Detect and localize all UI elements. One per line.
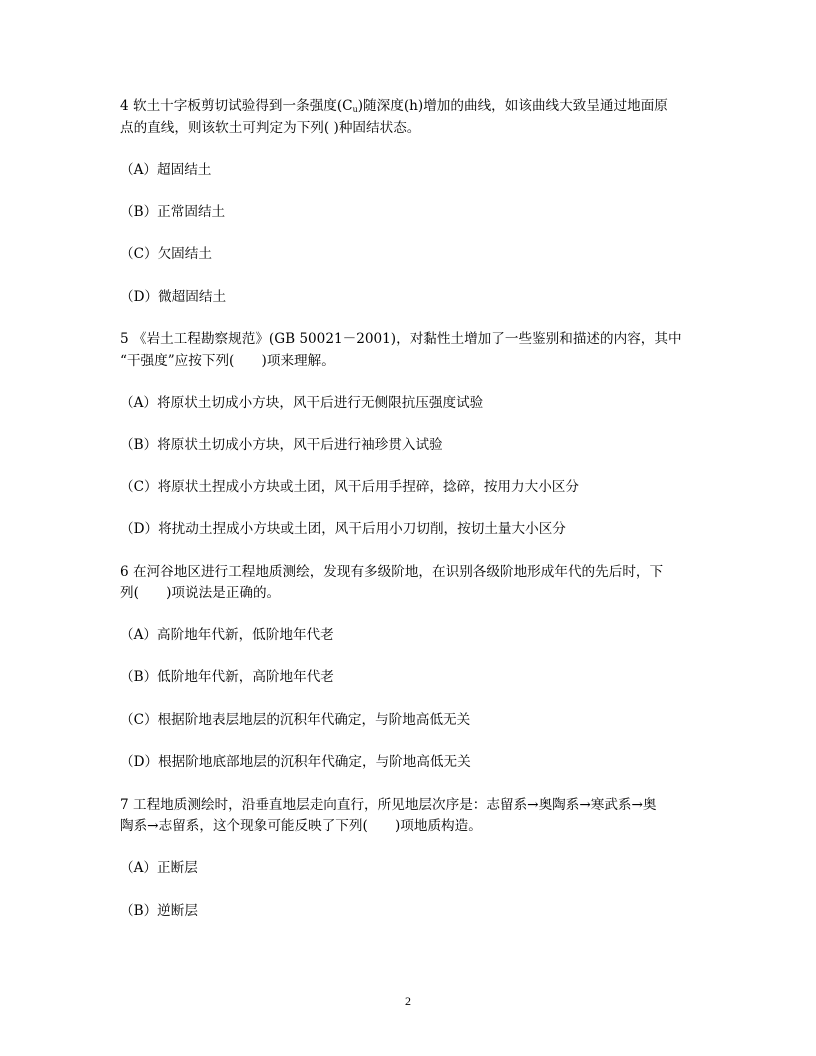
- question-4-option-b: （B）正常固结土: [120, 204, 226, 220]
- subscript-u: u: [352, 105, 358, 114]
- question-5-option-c: （C）将原状土捏成小方块或土团，风干后用手捏碎，捻碎，按用力大小区分: [120, 479, 579, 495]
- question-5-option-a: （A）将原状土切成小方块，风干后进行无侧限抗压强度试验: [120, 395, 484, 411]
- question-5-option-d: （D）将扰动土捏成小方块或土团，风干后用小刀切削，按切土量大小区分: [120, 521, 566, 537]
- question-6-option-a: （A）高阶地年代新，低阶地年代老: [120, 627, 334, 643]
- question-4-option-a: （A）超固结土: [120, 162, 212, 178]
- question-7-option-a: （A）正断层: [120, 860, 198, 876]
- question-6-option-c: （C）根据阶地表层地层的沉积年代确定，与阶地高低无关: [120, 712, 471, 728]
- question-7-option-b: （B）逆断层: [120, 903, 198, 919]
- question-5-option-b: （B）将原状土切成小方块，风干后进行袖珍贯入试验: [120, 437, 443, 453]
- question-7-stem-line-2: 陶系→志留系，这个现象可能反映了下列( )项地质构造。: [120, 818, 482, 834]
- question-5-stem-line-2: “干强度”应按下列( )项来理解。: [120, 353, 335, 369]
- question-7-stem-line-1: 7 工程地质测绘时，沿垂直地层走向直行，所见地层次序是：志留系→奥陶系→寒武系→奥: [120, 797, 657, 813]
- question-4-option-c: （C）欠固结土: [120, 246, 212, 262]
- page-number: 2: [405, 994, 411, 1008]
- question-4-option-d: （D）微超固结土: [120, 289, 227, 305]
- question-4-stem-line-1: 4 软土十字板剪切试验得到一条强度$(C_u)$随深度(h)增加的曲线，如该曲线大致呈通过地面原: [120, 98, 668, 114]
- question-6-stem-line-1: 6 在河谷地区进行工程地质测绘，发现有多级阶地，在识别各级阶地形成年代的先后时，下: [120, 564, 664, 580]
- question-4-stem-line-2: 点的直线，则该软土可判定为下列( )种固结状态。: [120, 120, 421, 136]
- question-6-option-d: （D）根据阶地底部地层的沉积年代确定，与阶地高低无关: [120, 754, 471, 770]
- question-6-stem-line-2: 列( )项说法是正确的。: [120, 585, 281, 601]
- question-5-stem-line-1: 5 《岩土工程勘察规范》(GB 50021－2001)，对黏性土增加了一些鉴别和描述的内容，其中: [120, 331, 682, 347]
- question-6-option-b: （B）低阶地年代新，高阶地年代老: [120, 669, 334, 685]
